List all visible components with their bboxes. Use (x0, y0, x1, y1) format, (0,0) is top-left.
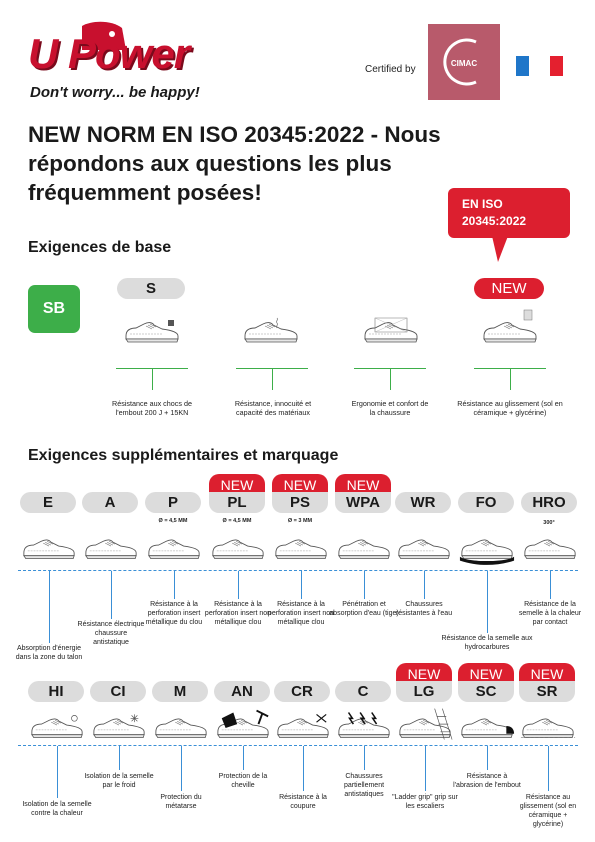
base-connector (152, 368, 153, 390)
logo-wordmark: U Power (28, 30, 190, 77)
base-item-text: Résistance au glissement (sol en céramique + glycérine) (457, 399, 563, 417)
safety-shoe-icon (458, 535, 516, 561)
row1-connector (301, 571, 302, 599)
callout-line2: 20345:2022 (462, 214, 527, 228)
row1-connector (111, 571, 112, 619)
base-item-text: Ergonomie et confort de la chaussure (351, 399, 429, 417)
code-badge-hro: HRO (521, 492, 577, 513)
safety-shoe-icon (145, 535, 203, 561)
cimac-logo-text: CIMAC (450, 59, 478, 68)
spec-note: Ø = 4,5 MM (158, 518, 188, 524)
code-badge-ps: PS (272, 492, 328, 513)
new-badge: NEW (396, 663, 452, 684)
flag-red-icon (550, 56, 563, 76)
base-connector (510, 368, 511, 390)
base-connector (390, 368, 391, 390)
code-badge-c: C (335, 681, 391, 702)
code-badge-lg: LG (396, 681, 452, 702)
row2-connector (548, 746, 549, 791)
safety-shoe-icon (152, 714, 210, 740)
callout-line1: EN ISO (462, 197, 503, 211)
code-badge-m: M (152, 681, 208, 702)
norm-callout (448, 188, 570, 238)
supp-item-text: Chaussures partiellement antistatiques (343, 773, 385, 798)
safety-shoe-icon (335, 714, 393, 740)
supp-item-text: Pénétration et absorption d'eau (tige) (329, 601, 399, 617)
cimac-logo (428, 24, 500, 100)
supp-item-text: Chaussures résistantes à l'eau (395, 601, 453, 617)
safety-shoe-icon (20, 535, 78, 561)
safety-shoe-icon (395, 535, 453, 561)
row2-connector (181, 746, 182, 791)
supp-item-text: Résistance à la coupure (279, 794, 327, 810)
supp-item-text: "Ladder grip" grip sur les escaliers (392, 794, 458, 810)
code-badge-wpa: WPA (335, 492, 391, 513)
row2-connector (487, 746, 488, 770)
supp-item-text: Résistance à l'abrasion de l'embout (453, 773, 521, 789)
safety-shoe-icon (274, 714, 332, 740)
supp-heading: Exigences supplémentaires et marquage (28, 447, 339, 464)
new-badge: NEW (458, 663, 514, 684)
code-badge-e: E (20, 492, 76, 513)
spec-note: 300° (543, 520, 555, 526)
row1-connector (364, 571, 365, 599)
safety-shoe-icon (90, 714, 148, 740)
row1-connector (424, 571, 425, 599)
code-badge-hi: HI (28, 681, 84, 702)
safety-shoe-icon (519, 714, 577, 740)
code-badge-cr: CR (274, 681, 330, 702)
base-item-text: Résistance aux chocs de l'embout 200 J + 15KN (112, 399, 192, 417)
new-badge: NEW (209, 474, 265, 495)
supp-item-text: Isolation de la semelle par le froid (84, 773, 154, 789)
safety-shoe-icon (28, 714, 86, 740)
spec-note: Ø = 3 MM (287, 518, 313, 524)
supp-item-text: Protection du métatarse (160, 794, 202, 810)
row1-connector (238, 571, 239, 599)
safety-shoe-icon (237, 318, 305, 344)
code-badge-ci: CI (90, 681, 146, 702)
code-badge-wr: WR (395, 492, 451, 513)
code-badge-pl: PL (209, 492, 265, 513)
safety-shoe-icon (396, 714, 454, 740)
row2-connector (425, 746, 426, 791)
new-badge: NEW (272, 474, 328, 495)
safety-shoe-icon (458, 714, 516, 740)
page-title: NEW NORM EN ISO 20345:2022 - Nous répondons aux questions les plus fréquemment posées! (28, 122, 441, 205)
row2-connector (303, 746, 304, 791)
supp-item-text: Résistance de la semelle à la chaleur par contact (518, 601, 582, 626)
slogan: Don't worry... be happy! (30, 84, 200, 101)
row2-connector (243, 746, 244, 770)
supp-item-text: Résistance électrique chaussure antistatique (77, 621, 145, 646)
new-badge: NEW (335, 474, 391, 495)
safety-shoe-icon (209, 535, 267, 561)
row1-connector (487, 571, 488, 633)
flag-blue-icon (516, 56, 529, 76)
code-badge-an: AN (214, 681, 270, 702)
new-badge: NEW (519, 663, 575, 684)
safety-shoe-icon (521, 535, 579, 561)
row1-divider (18, 570, 578, 571)
supp-item-text: Protection de la cheville (218, 773, 268, 789)
sb-badge: SB (28, 285, 80, 333)
safety-shoe-icon (118, 318, 186, 344)
base-new-badge: NEW (474, 278, 544, 299)
certified-label: Certified by (365, 64, 416, 75)
supp-item-text: Résistance au glissement (sol en céramique + glycérine) (519, 794, 577, 828)
code-badge-sr: SR (519, 681, 575, 702)
supp-item-text: Absorption d'énergie dans la zone du talon (15, 645, 83, 661)
base-connector (272, 368, 273, 390)
base-heading: Exigences de base (28, 239, 172, 256)
supp-item-text: Résistance à la perforation insert métallique du clou (145, 601, 203, 626)
row1-connector (174, 571, 175, 599)
spec-note: Ø = 4,5 MM (222, 518, 252, 524)
safety-shoe-icon (272, 535, 330, 561)
safety-shoe-icon (335, 535, 393, 561)
supp-item-text: Résistance à la perforation insert non métallique clou (204, 601, 272, 626)
safety-shoe-icon (82, 535, 140, 561)
supp-item-text: Résistance de la semelle aux hydrocarbures (441, 635, 533, 651)
s-badge: S (117, 278, 185, 299)
code-badge-sc: SC (458, 681, 514, 702)
code-badge-p: P (145, 492, 201, 513)
row1-connector (49, 571, 50, 643)
safety-shoe-icon (476, 318, 544, 344)
callout-pointer-icon (490, 236, 510, 266)
safety-shoe-icon (357, 318, 425, 344)
supp-item-text: Résistance à la perforation insert non métallique clou (267, 601, 335, 626)
row2-connector (364, 746, 365, 770)
safety-shoe-icon (214, 714, 272, 740)
row1-connector (550, 571, 551, 599)
base-item-text: Résistance, innocuité et capacité des matériaux (234, 399, 312, 417)
row2-connector (57, 746, 58, 798)
supp-item-text: Isolation de la semelle contre la chaleur (22, 801, 92, 817)
code-badge-fo: FO (458, 492, 514, 513)
row2-divider (18, 745, 578, 746)
code-badge-a: A (82, 492, 138, 513)
row2-connector (119, 746, 120, 770)
